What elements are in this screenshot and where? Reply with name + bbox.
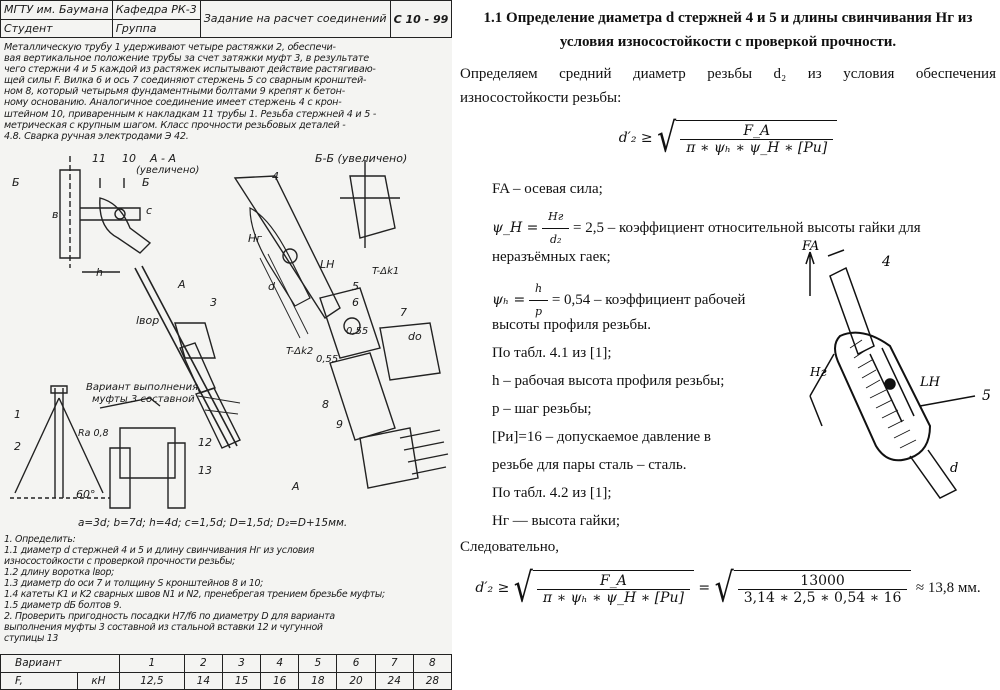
determine-list [4,534,448,644]
section-title-line2: условия износостойкости с проверкой прочности. [559,34,897,50]
label-lvor: lвор [136,314,160,327]
section-title-line1: 1.1 Определение диаметра d стержней 4 и 5 и длины свинчивания Hг из [483,10,973,26]
psiH-continuation: неразъёмных гаек; [492,249,611,265]
label-h: h [96,266,103,279]
determine-line: выполнения муфты 3 составной из стальной вставки 12 и чугунной [4,622,323,633]
variant-table [0,654,452,690]
label-5: 5 [352,280,359,293]
sqrt-sign: √ $\frac{F\_A}{\text{π ∗ ψₕ ∗ ψ\_H ∗ [Pи]}}$ [657,120,837,156]
label-2: 2 [14,440,21,453]
psiH-num: Hг [542,206,569,229]
formula-d2-result [460,564,996,612]
formula2-den2: 3,14 ∗ 2,5 ∗ 0,54 ∗ 16 [743,590,902,606]
label-d: d [268,280,275,293]
hg-definition: Hг — высота гайки; [492,513,621,529]
label-hr: Hг [248,232,263,245]
label-055b: 0,55 [316,354,339,365]
label-6: 6 [352,296,359,309]
section-aa-label: А - А [150,152,177,165]
label-b-right: Б [142,176,150,189]
determine-line: 1. Определить: [4,534,76,545]
fig-label-lh: LH [920,375,940,390]
dimension-formulas: a=3d; b=7d; h=4d; c=1,5d; D=1,5d; D₂=D+15мм. [78,517,348,529]
intro-line1: Определяем средний диаметр резьбы d₂ из условия обеспечения [460,66,996,82]
sqrt-sign: √ $\frac{13000}{3,14 ∗ 2,5 ∗ 0,54 ∗ 16}$ [715,570,912,606]
task-description [4,42,448,142]
psiH-lhs: ψ_H = [492,219,539,236]
formula1-den: π ∗ ψₕ ∗ ψ_H ∗ [Pи] [686,140,828,156]
force-cell: 24 [375,672,413,690]
label-10: 10 [122,152,136,165]
force-cell: 12,5 [120,672,185,690]
technical-drawing [0,148,452,518]
student-cell: Студент [1,19,113,38]
fig-label-hr: Hг [810,365,827,379]
task-line: ном 8, который четырьмя фундаментными болтами 9 крепят к бетон- [4,86,345,98]
formula1-num: F_A [680,123,833,140]
rod-joint-figure [770,236,996,506]
determine-line: 1.5 диаметр dБ болтов 9. [4,600,122,611]
determine-line: 1.1 диаметр d стержней 4 и 5 и длину свинчивания Hг из условия [4,545,315,556]
label-11: 11 [92,152,106,165]
label-do: do [408,330,422,343]
label-9: 9 [336,418,343,431]
fig-label-d: d [950,461,959,476]
formula2-result: ≈ 13,8 мм. [915,580,981,596]
formula1-lhs: d′₂ ≥ [618,130,653,146]
psih-continuation: высоты профиля резьбы. [492,317,651,333]
university-cell: МГТУ им. Баумана [1,1,113,20]
task-line: чего стержни 4 и 5 каждой из растяжек испытывают действие растягиваю- [4,64,376,76]
formula-d2 [460,114,996,162]
solution-text [460,6,996,686]
psih-rest: = 0,54 – коэффициент рабочей [551,291,746,308]
force-cell: 16 [261,672,299,690]
determine-line: 1.3 диаметр do оси 7 и толщину S кронштейнов 8 и 10; [4,578,264,589]
intro-line2: износостойкости резьбы: [460,90,622,106]
fig-label-fa: FA [802,239,820,254]
formula2-num2: 13000 [738,573,908,590]
therefore-text: Следовательно, [460,539,560,555]
label-angle: 60° [76,488,96,501]
group-cell: Группа [112,19,200,38]
psih-lhs: ψₕ = [492,291,526,308]
label-1: 1 [14,408,21,421]
variant-cell: 5 [299,655,337,673]
variant-cell: 2 [184,655,222,673]
task-line: метрическая с крупным шагом. Класс прочности резьбовых деталей - [4,119,346,131]
label-a-top: А [178,278,186,291]
task-line: штейном 10, приваренным к накладкам 11 трубы 1. Резьба стержней 4 и 5 - [4,108,377,120]
task-line: щей силы F. Вилка 6 и ось 7 соединяют стержень 5 со сварным кронштей- [4,75,367,87]
section-aa-note: (увеличено) [136,165,200,176]
determine-line: 1.4 катеты K1 и K2 сварных швов N1 и N2, пренебрегая трением брезьбе муфты; [4,589,385,600]
table-row [1,655,452,673]
label-ra: Ra 0,8 [78,428,109,439]
psiH-rest: = 2,5 – коэффициент относительной высоты гайки для [573,219,921,236]
variant-cell: 3 [222,655,260,673]
label-tk2: T-Δk2 [286,346,314,357]
task-title-cell: Задание на расчет соединений [200,1,390,38]
doc-code-cell: С 10 - 99 [390,1,452,38]
formula2-num1: F_A [537,573,690,590]
variant-cell: 7 [375,655,413,673]
label-8: 8 [322,398,329,411]
label-tk1: T-Δk1 [372,266,400,277]
label-13: 13 [198,464,212,477]
fig-label-5: 5 [982,388,991,404]
determine-line: 2. Проверить пригодность посадки H7/f6 по диаметру D для варианта [4,611,335,622]
label-a-bottom: А [292,480,300,493]
department-cell: Кафедра РК-3 [112,1,200,20]
label-b-left: Б [12,176,20,189]
task-line: 4.8. Сварка ручная электродами Э 42. [4,130,189,142]
variant-cell: 6 [337,655,375,673]
force-cell: 18 [299,672,337,690]
table-ref-1: По табл. 4.1 из [1]; [492,345,612,361]
label-b-dim: в [52,208,59,221]
label-c-dim: с [146,204,153,217]
variant-note-1: Вариант выполнения [86,382,199,393]
force-cell: 28 [413,672,451,690]
formula2-den1: π ∗ ψₕ ∗ ψ_H ∗ [Pи] [542,590,684,606]
determine-line: 1.2 длину воротка lвор; [4,567,114,578]
table-row [1,672,452,690]
h-definition: h – рабочая высота профиля резьбы; [492,373,725,389]
task-line: вая вертикальное положение трубы за счет затяжки муфт 3, в результате [4,53,369,65]
determine-line: ступицы 13 [4,633,59,644]
task-line: ному основанию. Аналогичное соединение имеет стержень 4 с крон- [4,97,342,109]
label-4: 4 [272,170,279,183]
label-3: 3 [210,296,217,309]
force-cell: 14 [184,672,222,690]
formula2-lhs: d′₂ ≥ [475,580,510,596]
psiH-frac [542,206,569,251]
sqrt-sign: √ $\frac{F\_A}{\text{π ∗ ψₕ ∗ ψ\_H ∗ [Pи]}}$ [514,570,694,606]
variant-cell: 8 [413,655,451,673]
section-bb-label: Б-Б (увеличено) [315,152,408,165]
assignment-sheet [0,0,452,690]
sheet-header-table [0,0,452,38]
variant-note-2: муфты 3 составной [92,394,195,405]
task-line: Металлическую трубу 1 удерживают четыре растяжки 2, обеспечи- [4,42,336,53]
unit-cell: кН [77,672,119,690]
psih-num: h [529,278,548,301]
variant-cell: 1 [120,655,185,673]
fig-label-4: 4 [882,254,891,270]
fa-definition: FA – осевая сила; [492,181,603,197]
label-lh: LH [320,258,335,271]
pi-definition-1: [Pи]=16 – допускаемое давление в [492,429,711,445]
force-cell: 20 [337,672,375,690]
psiH-den: d₂ [549,233,562,246]
force-label-cell: F, [1,672,78,690]
psih-den: p [534,305,543,318]
variant-label-cell: Вариант [1,655,120,673]
label-7: 7 [400,306,407,319]
label-055a: 0,55 [346,326,369,337]
variant-cell: 4 [261,655,299,673]
formula2-eq: = [698,580,711,596]
pi-definition-2: резьбе для пары сталь – сталь. [492,457,687,473]
p-definition: p – шаг резьбы; [492,401,592,417]
force-cell: 15 [222,672,260,690]
determine-line: износостойкости с проверкой прочности резьбы; [4,556,236,567]
label-12: 12 [198,436,212,449]
table-ref-2: По табл. 4.2 из [1]; [492,485,612,501]
